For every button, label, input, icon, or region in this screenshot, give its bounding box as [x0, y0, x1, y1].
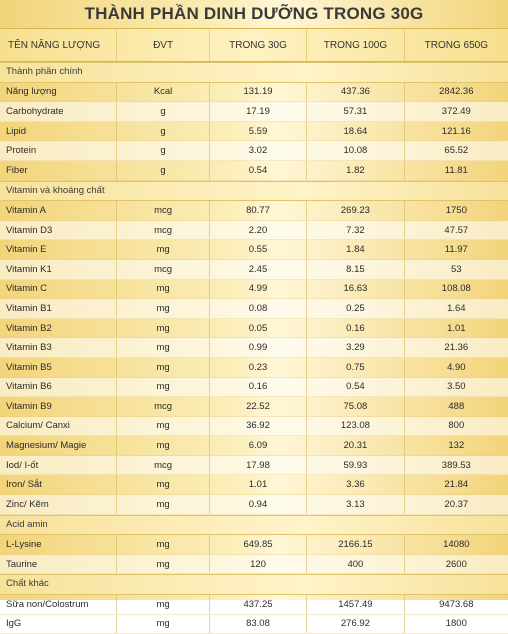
table-row [0, 378, 508, 398]
cell-nutrient: Vitamin E [0, 240, 117, 259]
table-row [0, 417, 508, 437]
table-row [0, 280, 508, 300]
cell-nutrient: Vitamin K1 [0, 260, 117, 279]
cell-unit: mg [117, 475, 209, 494]
cell-30g: 0.94 [210, 495, 307, 514]
cell-nutrient: Lipid [0, 122, 117, 141]
section-heading: Chất khác [0, 574, 508, 595]
cell-unit: g [117, 141, 209, 160]
cell-30g: 2.20 [210, 221, 307, 240]
section-heading: Acid amin [0, 515, 508, 536]
table-header [0, 28, 508, 62]
cell-30g: 36.92 [210, 417, 307, 436]
cell-unit: mg [117, 615, 209, 634]
cell-nutrient: Carbohydrate [0, 102, 117, 121]
header-30g: TRONG 30G [210, 29, 307, 61]
cell-nutrient: Protein [0, 141, 117, 160]
cell-unit: mg [117, 417, 209, 436]
cell-30g: 4.99 [210, 280, 307, 299]
cell-30g: 1.01 [210, 475, 307, 494]
cell-100g: 276.92 [307, 615, 404, 634]
cell-unit: mg [117, 299, 209, 318]
cell-650g: 132 [448, 440, 465, 452]
cell-100g: 0.75 [307, 358, 404, 377]
cell-unit: g [117, 161, 209, 180]
cell-100g: 20.31 [307, 436, 404, 455]
cell-30g: 0.16 [210, 378, 307, 397]
cell-nutrient: Iron/ Sắt [0, 475, 117, 494]
cell-30g: 0.55 [210, 240, 307, 259]
cell-100g: 0.16 [307, 319, 404, 338]
cell-30g: 6.09 [210, 436, 307, 455]
cell-nutrient: Vitamin B1 [0, 299, 117, 318]
cell-100g: 123.08 [307, 417, 404, 436]
cell-unit: mg [117, 595, 209, 614]
cell-unit: mg [117, 555, 209, 574]
header-650g: TRONG 650G [424, 39, 488, 51]
cell-30g: 5.59 [210, 122, 307, 141]
cell-650g: 9473.68 [439, 598, 474, 610]
cell-unit: mg [117, 338, 209, 357]
cell-650g: 4.90 [447, 361, 466, 373]
cell-nutrient: Calcium/ Canxi [0, 417, 117, 436]
cell-650g: 1800 [445, 618, 467, 630]
cell-650g: 1.01 [447, 322, 466, 334]
cell-650g: 488 [448, 400, 465, 412]
cell-100g: 75.08 [307, 397, 404, 416]
cell-30g: 0.05 [210, 319, 307, 338]
cell-nutrient: Năng lượng [0, 83, 117, 102]
header-100g: TRONG 100G [307, 29, 404, 61]
cell-650g: 11.81 [444, 164, 468, 176]
cell-unit: Kcal [117, 83, 209, 102]
table-row [0, 122, 508, 142]
table-row [0, 615, 508, 634]
header-unit: ĐVT [117, 29, 209, 61]
cell-nutrient: Vitamin A [0, 201, 117, 220]
cell-650g: 121.16 [441, 125, 471, 137]
cell-100g: 57.31 [307, 102, 404, 121]
cell-100g: 8.15 [307, 260, 404, 279]
cell-100g: 10.08 [307, 141, 404, 160]
table-row [0, 595, 508, 615]
table-row [0, 83, 508, 103]
cell-100g: 0.25 [307, 299, 404, 318]
cell-100g: 269.23 [307, 201, 404, 220]
header-name: TÊN NĂNG LƯỢNG [0, 29, 117, 61]
cell-nutrient: L-Lysine [0, 535, 117, 554]
table-row [0, 299, 508, 319]
table-row [0, 397, 508, 417]
table-row [0, 260, 508, 280]
cell-100g: 3.36 [307, 475, 404, 494]
cell-30g: 17.19 [210, 102, 307, 121]
cell-650g: 65.52 [444, 145, 469, 157]
cell-100g: 7.32 [307, 221, 404, 240]
cell-100g: 437.36 [307, 83, 404, 102]
cell-650g: 372.49 [441, 105, 471, 117]
cell-nutrient: IgG [0, 615, 117, 634]
cell-nutrient: Sữa non/Colostrum [0, 595, 117, 614]
cell-650g: 108.08 [441, 283, 471, 295]
cell-nutrient: Vitamin B9 [0, 397, 117, 416]
cell-unit: mg [117, 495, 209, 514]
cell-nutrient: Iod/ I-ốt [0, 456, 117, 475]
cell-unit: mg [117, 436, 209, 455]
cell-30g: 120 [210, 555, 307, 574]
table-row [0, 319, 508, 339]
cell-30g: 80.77 [210, 201, 307, 220]
cell-100g: 3.13 [307, 495, 404, 514]
table-row [0, 535, 508, 555]
cell-nutrient: Magnesium/ Magie [0, 436, 117, 455]
cell-650g: 2600 [445, 558, 467, 570]
section-heading: Thành phần chính [0, 62, 508, 83]
table-body [0, 62, 508, 634]
table-row [0, 555, 508, 575]
cell-nutrient: Fiber [0, 161, 117, 180]
cell-30g: 3.02 [210, 141, 307, 160]
cell-30g: 0.54 [210, 161, 307, 180]
page-title: THÀNH PHẦN DINH DƯỠNG TRONG 30G [84, 4, 424, 23]
cell-650g: 14080 [443, 539, 470, 551]
cell-30g: 0.08 [210, 299, 307, 318]
cell-100g: 1457.49 [307, 595, 404, 614]
cell-30g: 2.45 [210, 260, 307, 279]
cell-650g: 47.57 [444, 224, 469, 236]
cell-650g: 800 [448, 420, 465, 432]
cell-30g: 649.85 [210, 535, 307, 554]
cell-100g: 400 [307, 555, 404, 574]
cell-650g: 21.84 [444, 479, 469, 491]
cell-100g: 0.54 [307, 378, 404, 397]
cell-650g: 2842.36 [439, 86, 474, 98]
cell-nutrient: Zinc/ Kẽm [0, 495, 117, 514]
cell-30g: 83.08 [210, 615, 307, 634]
cell-nutrient: Vitamin C [0, 280, 117, 299]
cell-100g: 59.93 [307, 456, 404, 475]
cell-unit: mcg [117, 456, 209, 475]
table-row [0, 141, 508, 161]
cell-30g: 22.52 [210, 397, 307, 416]
cell-nutrient: Vitamin B6 [0, 378, 117, 397]
table-row [0, 161, 508, 181]
cell-30g: 17.98 [210, 456, 307, 475]
cell-unit: mg [117, 319, 209, 338]
cell-650g: 389.53 [441, 459, 471, 471]
cell-100g: 18.64 [307, 122, 404, 141]
cell-650g: 3.50 [447, 381, 466, 393]
cell-unit: mcg [117, 221, 209, 240]
cell-nutrient: Vitamin D3 [0, 221, 117, 240]
cell-100g: 1.84 [307, 240, 404, 259]
cell-650g: 1.64 [447, 302, 466, 314]
cell-unit: g [117, 122, 209, 141]
cell-30g: 131.19 [210, 83, 307, 102]
cell-unit: mcg [117, 201, 209, 220]
nutrition-table [0, 28, 508, 634]
table-row [0, 240, 508, 260]
table-row [0, 495, 508, 515]
cell-650g: 21.36 [444, 342, 469, 354]
cell-650g: 1750 [445, 204, 467, 216]
cell-100g: 1.82 [307, 161, 404, 180]
cell-nutrient: Taurine [0, 555, 117, 574]
table-row [0, 436, 508, 456]
cell-650g: 11.97 [444, 244, 468, 256]
cell-30g: 0.99 [210, 338, 307, 357]
cell-650g: 53 [451, 263, 462, 275]
cell-unit: mg [117, 535, 209, 554]
cell-100g: 2166.15 [307, 535, 404, 554]
cell-100g: 16.63 [307, 280, 404, 299]
table-row [0, 338, 508, 358]
table-row [0, 201, 508, 221]
cell-30g: 437.25 [210, 595, 307, 614]
table-row [0, 221, 508, 241]
table-row [0, 102, 508, 122]
cell-unit: g [117, 102, 209, 121]
cell-unit: mg [117, 378, 209, 397]
cell-unit: mg [117, 240, 209, 259]
table-row [0, 456, 508, 476]
cell-nutrient: Vitamin B2 [0, 319, 117, 338]
cell-unit: mg [117, 358, 209, 377]
cell-unit: mcg [117, 397, 209, 416]
cell-nutrient: Vitamin B3 [0, 338, 117, 357]
cell-100g: 3.29 [307, 338, 404, 357]
cell-unit: mg [117, 280, 209, 299]
cell-30g: 0.23 [210, 358, 307, 377]
cell-nutrient: Vitamin B5 [0, 358, 117, 377]
table-row [0, 358, 508, 378]
cell-unit: mcg [117, 260, 209, 279]
table-row [0, 475, 508, 495]
cell-650g: 20.37 [444, 498, 469, 510]
section-heading: Vitamin và khoáng chất [0, 181, 508, 202]
